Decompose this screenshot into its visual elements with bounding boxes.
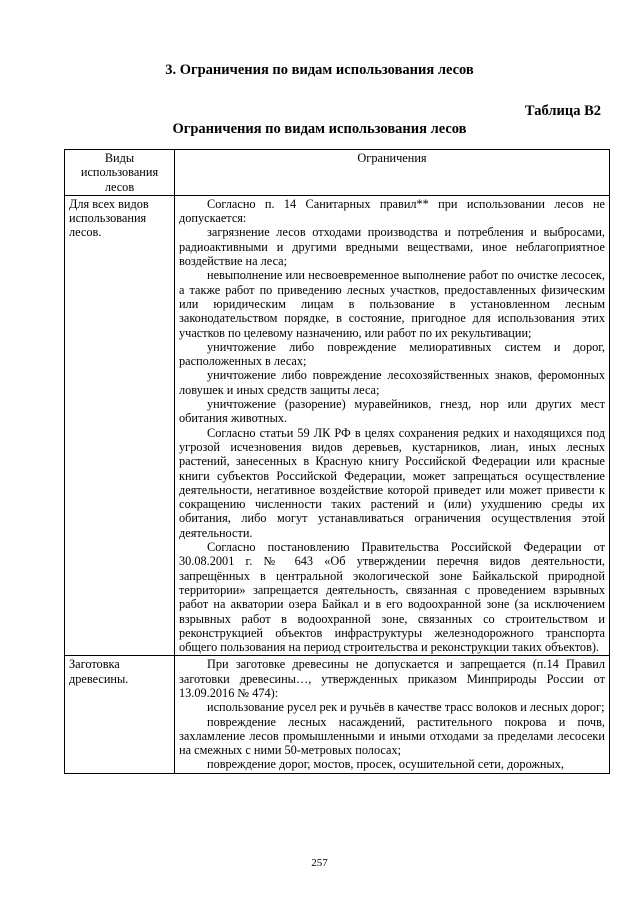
table-header-row (65, 150, 610, 196)
restriction-paragraph: При заготовке древесины не допускается и запрещается (п.14 Правил заготовки древесины…, утвержденных приказом Минприроды России от 13.09.2016 № 474): (179, 657, 605, 700)
restrictions-table (64, 149, 610, 774)
restriction-paragraph: Согласно п. 14 Санитарных правил** при использовании лесов не допускается: (179, 196, 605, 226)
restriction-paragraph: невыполнение или несвоевременное выполнение работ по очистке лесосек, а также работ по приведению лесных участков, предоставленных физическим или юридическим лицам в пользование в установленном лесным законодательством порядке, в состояние, пригодное для использования этих участков по целевому назначению, или работ по их рекультивации; (179, 268, 605, 340)
restrictions-cell (175, 195, 610, 656)
restriction-paragraph: уничтожение либо повреждение мелиоративных систем и дорог, расположенных в лесах; (179, 339, 605, 369)
table-label: Таблица В2 (524, 103, 601, 119)
restriction-paragraph: повреждение дорог, мостов, просек, осушительной сети, дорожных, (207, 757, 564, 772)
restriction-paragraph: Согласно статьи 59 ЛК РФ в целях сохранения редких и находящихся под угрозой исчезновения видов деревьев, кустарников, лиан, иных лесных растений, занесенных в Красную книгу Российской Федерации или красные книги субъектов Российской Федерации, может запрещаться осуществление деятельности, негативное воздействие которой приведет или может привести к сокращению численности таких растений и (или) ухудшению среды их обитания, либо могут устанавливаться ограничения осуществления этой деятельности. (179, 425, 605, 540)
header-usage-types: Виды использования лесов (65, 150, 175, 196)
restriction-paragraph: повреждение лесных насаждений, растительного покрова и почв, захламление лесов промышленными и иными отходами за пределами лесосеки на смежных с ними 50-метровых полосах; (179, 714, 605, 758)
restriction-paragraph: использование русел рек и ручьёв в качестве трасс волоков и лесных дорог; (207, 700, 605, 715)
restriction-paragraph: загрязнение лесов отходами производства и потребления и выбросами, радиоактивными и другими вредными веществами, иное неблагоприятное воздействие на леса; (179, 225, 605, 269)
usage-type-cell: Заготовка древесины. (65, 656, 175, 773)
restriction-paragraph: Согласно постановлению Правительства Российской Федерации от 30.08.2001 г. № 643 «Об утверждении перечня видов деятельности, запрещённых в центральной экологической зоне Байкальской природной территории» запрещается деятельность, связанная с проведением взрывных работ на акватории озера Байкал и в его водоохранной зоне (за исключением взрывных работ в водоохранной зоне, связанных со строительством и реконструкцией объектов инфраструктуры железнодорожного транспорта общего пользования на период строительства и реконструкции таких объектов). (179, 540, 605, 655)
table-title: Ограничения по видам использования лесов (172, 121, 467, 137)
restriction-paragraph: уничтожение либо повреждение лесохозяйственных знаков, феромонных ловушек и иных средств защиты леса; (179, 368, 605, 397)
usage-type-cell: Для всех видов использования лесов. (65, 195, 175, 656)
section-title: 3. Ограничения по видам использования лесов (165, 62, 474, 78)
table-row (65, 656, 610, 773)
page-number: 257 (311, 857, 328, 869)
header-restrictions: Ограничения (175, 150, 610, 196)
table-row (65, 195, 610, 656)
restrictions-cell (175, 656, 610, 773)
restriction-paragraph: уничтожение (разорение) муравейников, гнезд, нор или других мест обитания животных. (179, 397, 605, 426)
